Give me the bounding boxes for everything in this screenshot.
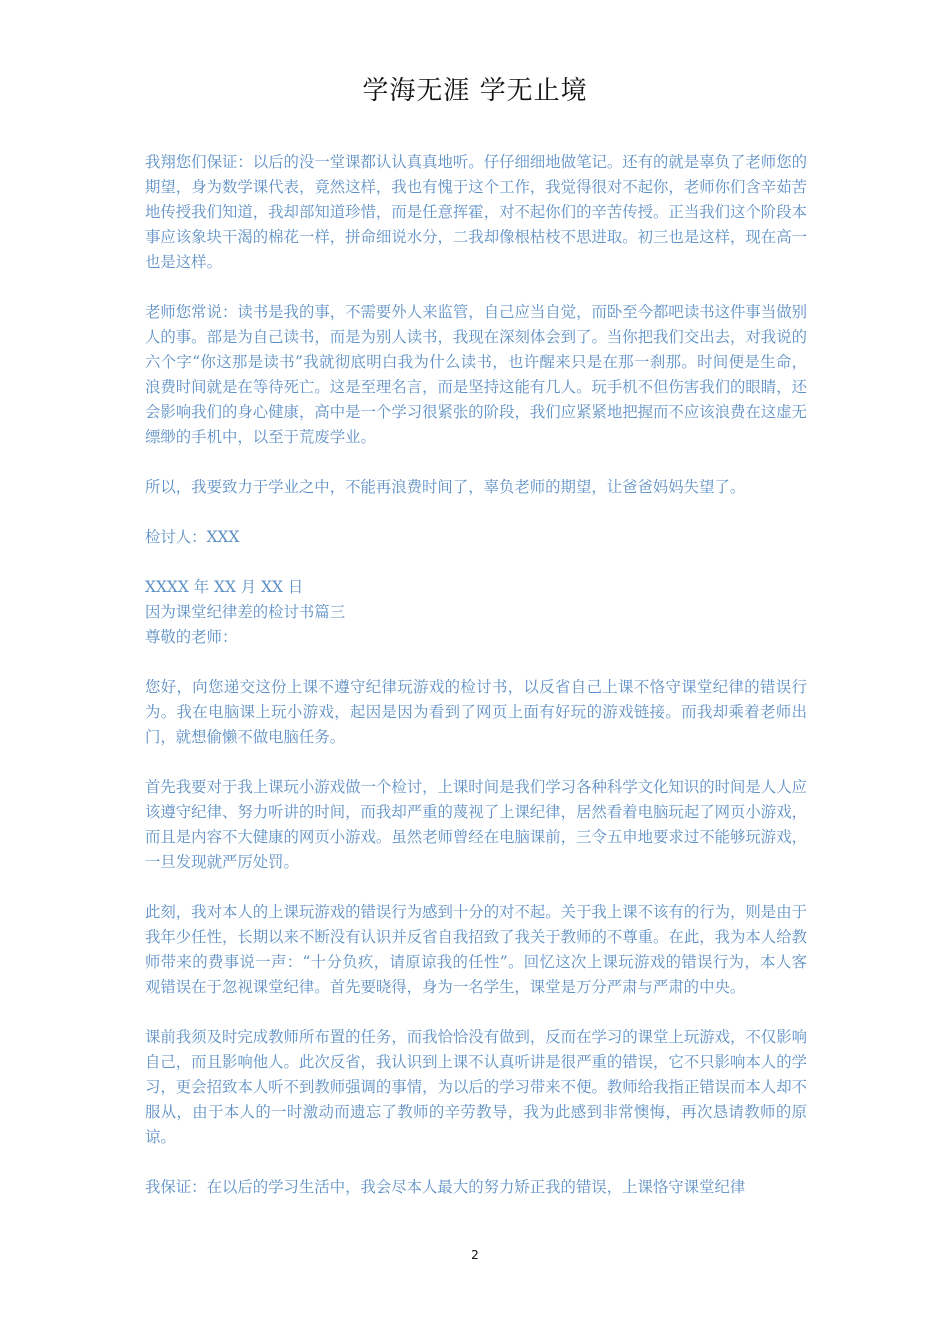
paragraph-conclusion: 所以，我要致力于学业之中，不能再浪费时间了，辜负老师的期望，让爸爸妈妈失望了。 (145, 478, 746, 496)
document-body (145, 150, 807, 1200)
section-title: 因为课堂纪律差的检讨书篇三 (145, 603, 346, 621)
paragraph-apology: 此刻，我对本人的上课玩游戏的错误行为感到十分的对不起。关于我上课不该有的行为，则是由于我年少任性，长期以来不断没有认识并反省自我招致了我关于教师的不尊重。在此，我为本人给教师带来的费事说一声：“十分负疚，请原谅我的任性”。回忆这次上课玩游戏的错误行为，本人客观错误在于忽视课堂纪律。首先要晓得，身为一名学生，课堂是万分严肃与严肃的中央。 (145, 903, 807, 996)
page-header-title: 学海无涯 学无止境 (362, 76, 588, 106)
page-number: 2 (471, 1248, 479, 1262)
paragraph-first-review: 首先我要对于我上课玩小游戏做一个检讨，上课时间是我们学习各种科学文化知识的时间是人人应该遵守纪律、努力听讲的时间，而我却严重的蔑视了上课纪律，居然看着电脑玩起了网页小游戏，而且是内容不大健康的网页小游戏。虽然老师曾经在电脑课前，三令五申地要求过不能够玩游戏，一旦发现就严厉处罚。 (145, 778, 807, 871)
paragraph-teacher-said: 老师您常说：读书是我的事，不需要外人来监管，自己应当自觉，而卧至今都吧读书这件事当做别人的事。部是为自己读书，而是为别人读书，我现在深刻体会到了。当你把我们交出去，对我说的六个字“你这那是读书”我就彻底明白我为什么读书，也许醒来只是在那一刹那。时间便是生命，浪费时间就是在等待死亡。这是至理名言，而是坚持这能有几人。玩手机不但伤害我们的眼睛，还会影响我们的身心健康，高中是一个学习很紧张的阶段，我们应紧紧地把握而不应该浪费在这虚无缥缈的手机中，以至于荒废学业。 (145, 303, 807, 446)
paragraph-guarantee: 我保证：在以后的学习生活中，我会尽本人最大的努力矫正我的错误，上课恪守课堂纪律 (145, 1178, 746, 1196)
date-line: XXXX 年 XX 月 XX 日 (145, 578, 304, 596)
paragraph-pledge: 我翔您们保证：以后的没一堂课都认认真真地听。仔仔细细地做笔记。还有的就是辜负了老师您的期望，身为数学课代表，竟然这样，我也有愧于这个工作，我觉得很对不起你，老师你们含辛茹苦地传授我们知道，我却部知道珍惜，而是任意挥霍，对不起你们的辛苦传授。正当我们这个阶段本事应该象块干渴的棉花一样，拼命细说水分，二我却像根枯枝不思进取。初三也是这样，现在高一也是这样。 (145, 153, 807, 271)
salutation: 尊敬的老师： (145, 628, 238, 646)
paragraph-reflection: 课前我须及时完成教师所布置的任务，而我恰恰没有做到，反而在学习的课堂上玩游戏，不仅影响自己，而且影响他人。此次反省，我认识到上课不认真听讲是很严重的错误，它不只影响本人的学习，更会招致本人听不到教师强调的事情，为以后的学习带来不便。教师给我指正错误而本人却不服从，由于本人的一时激动而遗忘了教师的辛劳教导，我为此感到非常懊悔，再次恳请教师的原谅。 (145, 1028, 807, 1146)
paragraph-greeting: 您好，向您递交这份上课不遵守纪律玩游戏的检讨书，以反省自己上课不恪守课堂纪律的错误行为。我在电脑课上玩小游戏，起因是因为看到了网页上面有好玩的游戏链接。而我却乘着老师出门，就想偷懒不做电脑任务。 (145, 678, 807, 746)
signature-line: 检讨人：XXX (145, 528, 240, 546)
